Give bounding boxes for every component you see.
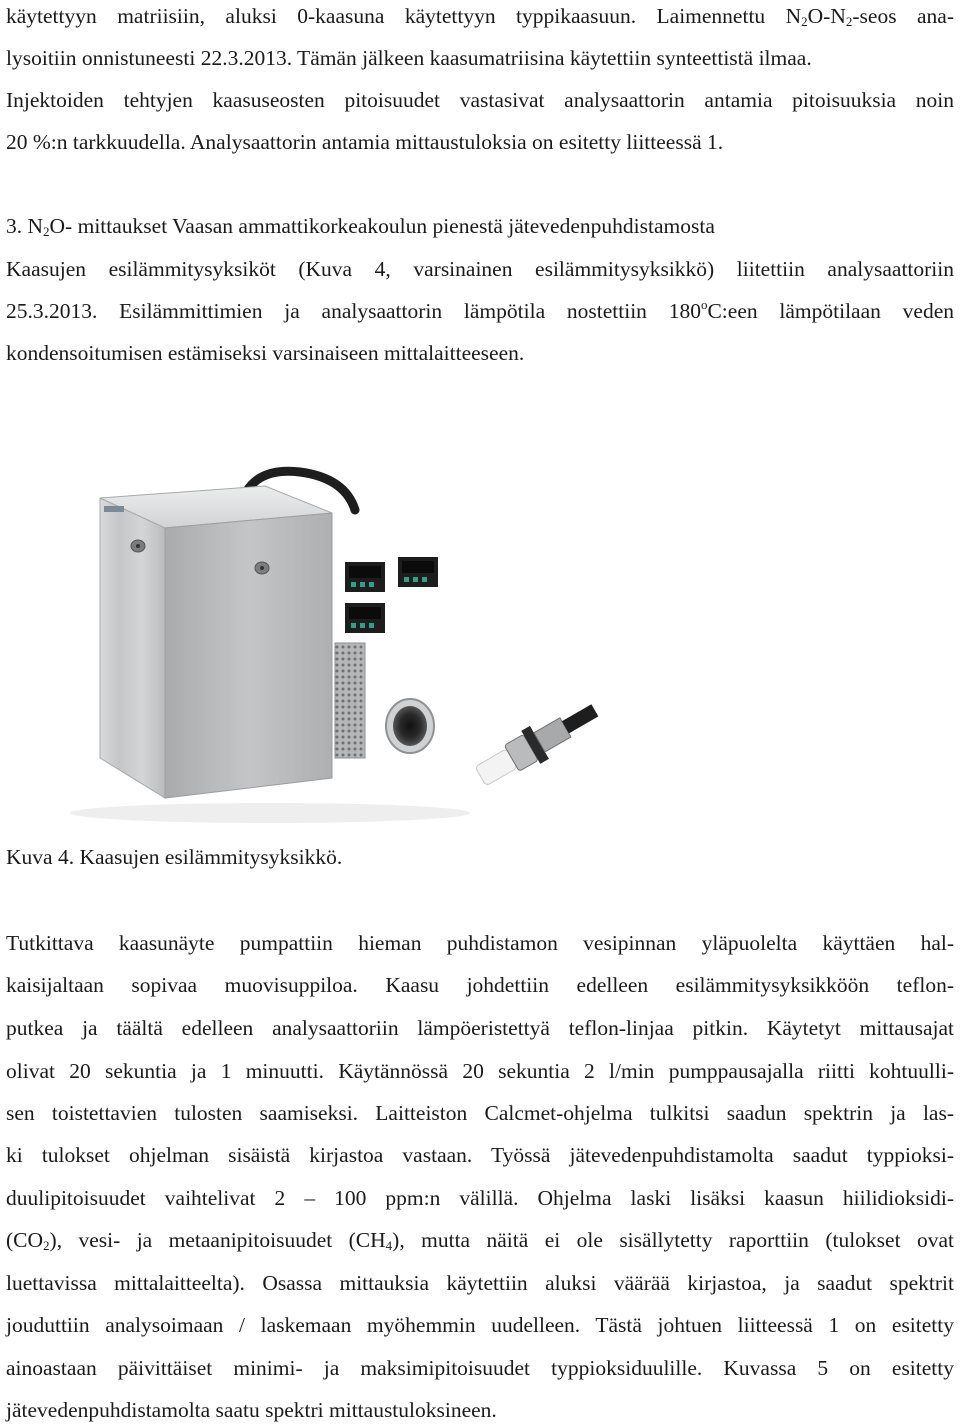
para2-line-4: olivat 20 sekuntia ja 1 minuutti. Käytännössä 20 sekuntia 2 l/min pumppausajalla riitti kohtuulli- (6, 1059, 954, 1083)
para2-line-11: ainoastaan päivittäiset minimi- ja maksimipitoisuudet typpioksiduulille. Kuvassa 5 on esitetty (6, 1356, 954, 1380)
para2-line-5: sen toistettavien tulosten saamiseksi. Laitteiston Calcmet-ohjelma tulkitsi saadun spektrin ja las- (6, 1101, 954, 1125)
para1-line-4: 20 %:n tarkkuudella. Analysaattorin antamia mittaustuloksia on esitetty liitteessä 1. (6, 130, 724, 154)
para1-line-3: Injektoiden tehtyjen kaasuseosten pitoisuudet vastasivat analysaattorin antamia pitoisuuksia noin (6, 88, 954, 112)
section-line-3: 25.3.2013. Esilämmittimien ja analysaattorin lämpötila nostettiin 180$^o$C:een lämpötilaan veden (6, 297, 955, 323)
section-line-4: kondensoitumisen estämiseksi varsinaiseen mittalaitteeseen. (6, 341, 525, 365)
para2-line-8: $(CO_2)$, vesi- ja metaanipitoisuudet $(CH_4)$, mutta näitä ei ole sisällytetty raporttiin (tulokset ovat (6, 1228, 954, 1253)
section-line-2: Kaasujen esilämmitysyksiköt (Kuva 4, varsinainen esilämmitysyksikkö) liitettiin analysaattoriin (6, 257, 954, 281)
para2-line-9: luettavissa mittalaitteelta). Osassa mittauksia käytettiin aluksi väärää kirjastoa, ja saadut spektrit (6, 1271, 954, 1295)
preheater-photo (70, 458, 710, 830)
para2-line-12: jätevedenpuhdistamolta saatu spektri mittaustuloksineen. (6, 1398, 497, 1422)
figure-caption: Kuva 4. Kaasujen esilämmitysyksikkö. (6, 845, 343, 869)
para2-line-1: Tutkittava kaasunäyte pumpattiin hieman puhdistamon vesipinnan yläpuolelta käyttäen hal- (6, 931, 954, 955)
para1-line-2: lysoitiin onnistuneesti 22.3.2013. Tämän jälkeen kaasumatriisina käytettiin synteettistä ilmaa. (6, 46, 812, 70)
para2-line-7: duulipitoisuudet vaihtelivat 2 – 100 ppm:n välillä. Ohjelma laski lisäksi kaasun hiilidioksidi- (6, 1186, 954, 1210)
para2-line-3: putkea ja täältä edelleen analysaattoriin lämpöeristettyä teflon-linjaa pitkin. Käytetyt mittausajat (6, 1016, 954, 1040)
para2-line-6: ki tulokset ohjelman sisäistä kirjastoa vastaan. Työssä jätevedenpuhdistamolta saadut typpioksi- (6, 1143, 954, 1167)
para1-line-1: käytettyyn matriisiin, aluksi 0-kaasuna käytettyyn typpikaasuun. Laimennettu $N_2O-N_2$-seos ana- (6, 4, 955, 29)
section-heading: 3. $N_2O-$ mittaukset Vaasan ammattikorkeakoulun pienestä jätevedenpuhdistamosta (6, 214, 715, 239)
para2-line-10: jouduttiin analysoimaan / laskemaan myöhemmin uudelleen. Tästä johtuen liitteessä 1 on esitetty (6, 1313, 954, 1337)
para2-line-2: kaisijaltaan sopivaa muovisuppiloa. Kaasu johdettiin edelleen esilämmitysyksikköön teflon- (6, 973, 954, 997)
